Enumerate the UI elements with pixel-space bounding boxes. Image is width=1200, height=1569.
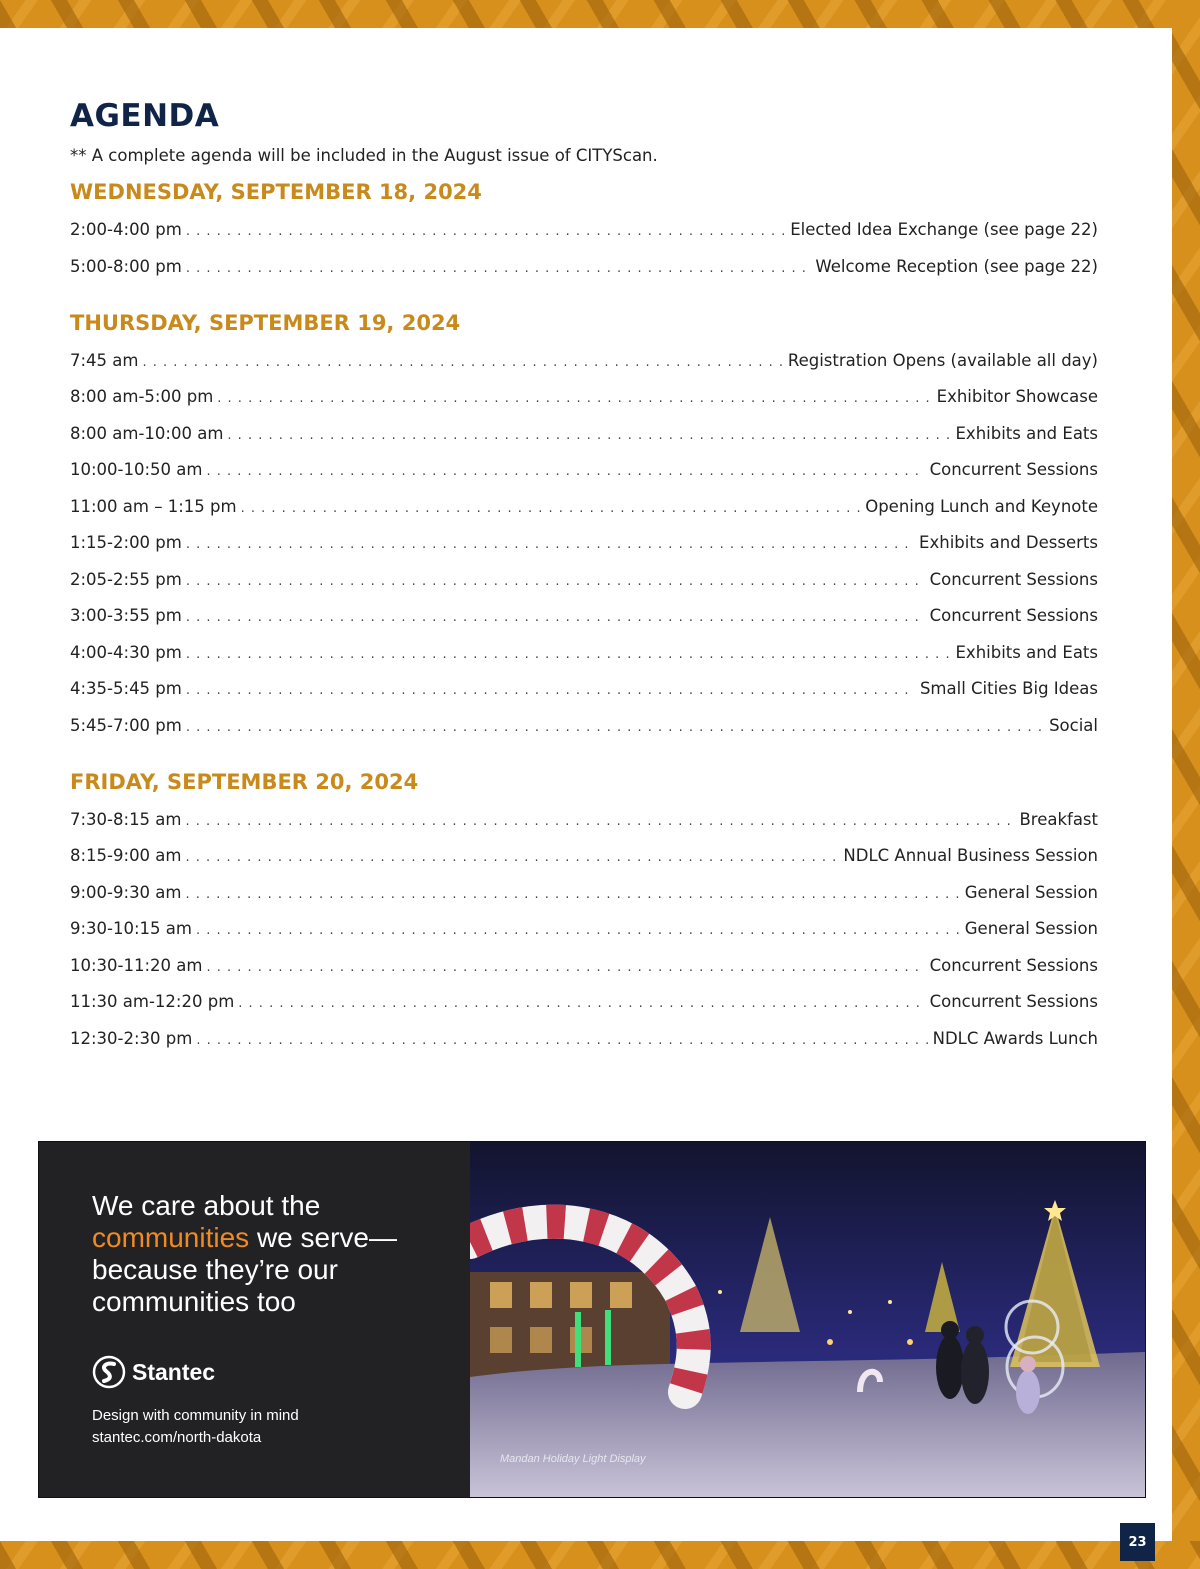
agenda-time: 3:00-3:55 pm (70, 606, 182, 625)
agenda-row (70, 883, 1098, 907)
agenda-row (70, 497, 1098, 521)
holiday-light-photo (470, 1142, 1145, 1497)
agenda-event: Exhibits and Eats (955, 424, 1098, 443)
agenda-time: 10:30-11:20 am (70, 956, 203, 975)
agenda-row (70, 387, 1098, 411)
dot-leader (186, 224, 786, 239)
agenda-row (70, 220, 1098, 244)
page (0, 28, 1172, 1541)
agenda-row (70, 956, 1098, 980)
agenda-event: Elected Idea Exchange (see page 22) (790, 220, 1098, 239)
day-heading-friday: FRIDAY, SEPTEMBER 20, 2024 (70, 770, 419, 794)
agenda-time: 8:00 am-10:00 am (70, 424, 224, 443)
decorative-border-right (1172, 0, 1200, 1569)
agenda-time: 4:00-4:30 pm (70, 643, 182, 662)
dot-leader (186, 887, 961, 902)
dot-leader (186, 647, 952, 662)
brand-name: Stantec (132, 1358, 216, 1385)
agenda-time: 9:00-9:30 am (70, 883, 182, 902)
ad-headline-line (92, 1222, 462, 1254)
dot-leader (217, 391, 932, 406)
agenda-time: 7:45 am (70, 351, 139, 370)
agenda-note: ** A complete agenda will be included in the August issue of CITYScan. (70, 146, 658, 165)
agenda-row (70, 846, 1098, 870)
stantec-advertisement (38, 1141, 1146, 1498)
page-title: AGENDA (70, 98, 220, 134)
agenda-event: Concurrent Sessions (929, 606, 1098, 625)
dot-leader (196, 1033, 928, 1048)
ad-headline-line: communities too (92, 1286, 296, 1317)
agenda-event: Breakfast (1019, 810, 1098, 829)
dot-leader (206, 464, 925, 479)
agenda-event: Concurrent Sessions (929, 460, 1098, 479)
agenda-time: 2:05-2:55 pm (70, 570, 182, 589)
dot-leader (238, 996, 925, 1011)
agenda-time: 5:00-8:00 pm (70, 257, 182, 276)
dot-leader (206, 960, 925, 975)
agenda-time: 12:30-2:30 pm (70, 1029, 193, 1048)
agenda-event: Exhibitor Showcase (936, 387, 1098, 406)
day-heading-thursday: THURSDAY, SEPTEMBER 19, 2024 (70, 311, 461, 335)
agenda-event: Concurrent Sessions (929, 570, 1098, 589)
agenda-time: 5:45-7:00 pm (70, 716, 182, 735)
ad-headline-line: We care about the (92, 1190, 321, 1221)
dot-leader (186, 850, 840, 865)
agenda-event: General Session (964, 919, 1098, 938)
ad-headline-highlight: communities (92, 1222, 250, 1253)
dot-leader (186, 814, 1016, 829)
dot-leader (186, 720, 1045, 735)
agenda-event: Exhibits and Eats (955, 643, 1098, 662)
agenda-row (70, 351, 1098, 375)
ad-headline (92, 1190, 462, 1318)
dot-leader (186, 261, 812, 276)
agenda-event: Social (1049, 716, 1098, 735)
agenda-event: NDLC Annual Business Session (843, 846, 1098, 865)
agenda-time: 8:00 am-5:00 pm (70, 387, 214, 406)
agenda-time: 11:00 am – 1:15 pm (70, 497, 237, 516)
ad-headline-line: because they’re our (92, 1254, 338, 1285)
agenda-time: 7:30-8:15 am (70, 810, 182, 829)
agenda-event: Small Cities Big Ideas (919, 679, 1098, 698)
agenda-event: Registration Opens (available all day) (787, 351, 1098, 370)
day-heading-wednesday: WEDNESDAY, SEPTEMBER 18, 2024 (70, 180, 482, 204)
dot-leader (241, 501, 862, 516)
agenda-event: Exhibits and Desserts (919, 533, 1098, 552)
agenda-row (70, 643, 1098, 667)
agenda-event: NDLC Awards Lunch (932, 1029, 1098, 1048)
ad-url[interactable]: stantec.com/north-dakota (92, 1429, 262, 1446)
agenda-row (70, 533, 1098, 557)
decorative-border-top (0, 0, 1200, 28)
agenda-row (70, 716, 1098, 740)
agenda-row (70, 1029, 1098, 1053)
agenda-row (70, 606, 1098, 630)
ad-tagline: Design with community in mind (92, 1407, 299, 1424)
agenda-row (70, 257, 1098, 281)
agenda-row (70, 810, 1098, 834)
agenda-time: 2:00-4:00 pm (70, 220, 182, 239)
agenda-row (70, 570, 1098, 594)
dot-leader (186, 574, 926, 589)
agenda-row (70, 679, 1098, 703)
agenda-event: Concurrent Sessions (929, 992, 1098, 1011)
dot-leader (186, 537, 915, 552)
agenda-row (70, 992, 1098, 1016)
agenda-event: Opening Lunch and Keynote (865, 497, 1098, 516)
agenda-time: 4:35-5:45 pm (70, 679, 182, 698)
dot-leader (142, 355, 783, 370)
agenda-row (70, 919, 1098, 943)
agenda-time: 1:15-2:00 pm (70, 533, 182, 552)
ad-headline-rest: we serve— (249, 1222, 397, 1253)
agenda-row (70, 460, 1098, 484)
agenda-time: 9:30-10:15 am (70, 919, 192, 938)
agenda-time: 10:00-10:50 am (70, 460, 203, 479)
agenda-row (70, 424, 1098, 448)
holiday-light-scene (470, 1142, 1145, 1497)
agenda-time: 11:30 am-12:20 pm (70, 992, 235, 1011)
photo-caption: Mandan Holiday Light Display (500, 1453, 646, 1465)
dot-leader (227, 428, 951, 443)
agenda-event: Welcome Reception (see page 22) (815, 257, 1098, 276)
stantec-logo-icon (92, 1355, 126, 1389)
page-number: 23 (1120, 1523, 1155, 1561)
dot-leader (186, 610, 926, 625)
agenda-event: General Session (964, 883, 1098, 902)
dot-leader (196, 923, 961, 938)
stantec-brand (92, 1354, 215, 1390)
decorative-border-bottom (0, 1541, 1200, 1569)
ad-text-panel (39, 1142, 470, 1497)
agenda-event: Concurrent Sessions (929, 956, 1098, 975)
agenda-time: 8:15-9:00 am (70, 846, 182, 865)
dot-leader (186, 683, 916, 698)
